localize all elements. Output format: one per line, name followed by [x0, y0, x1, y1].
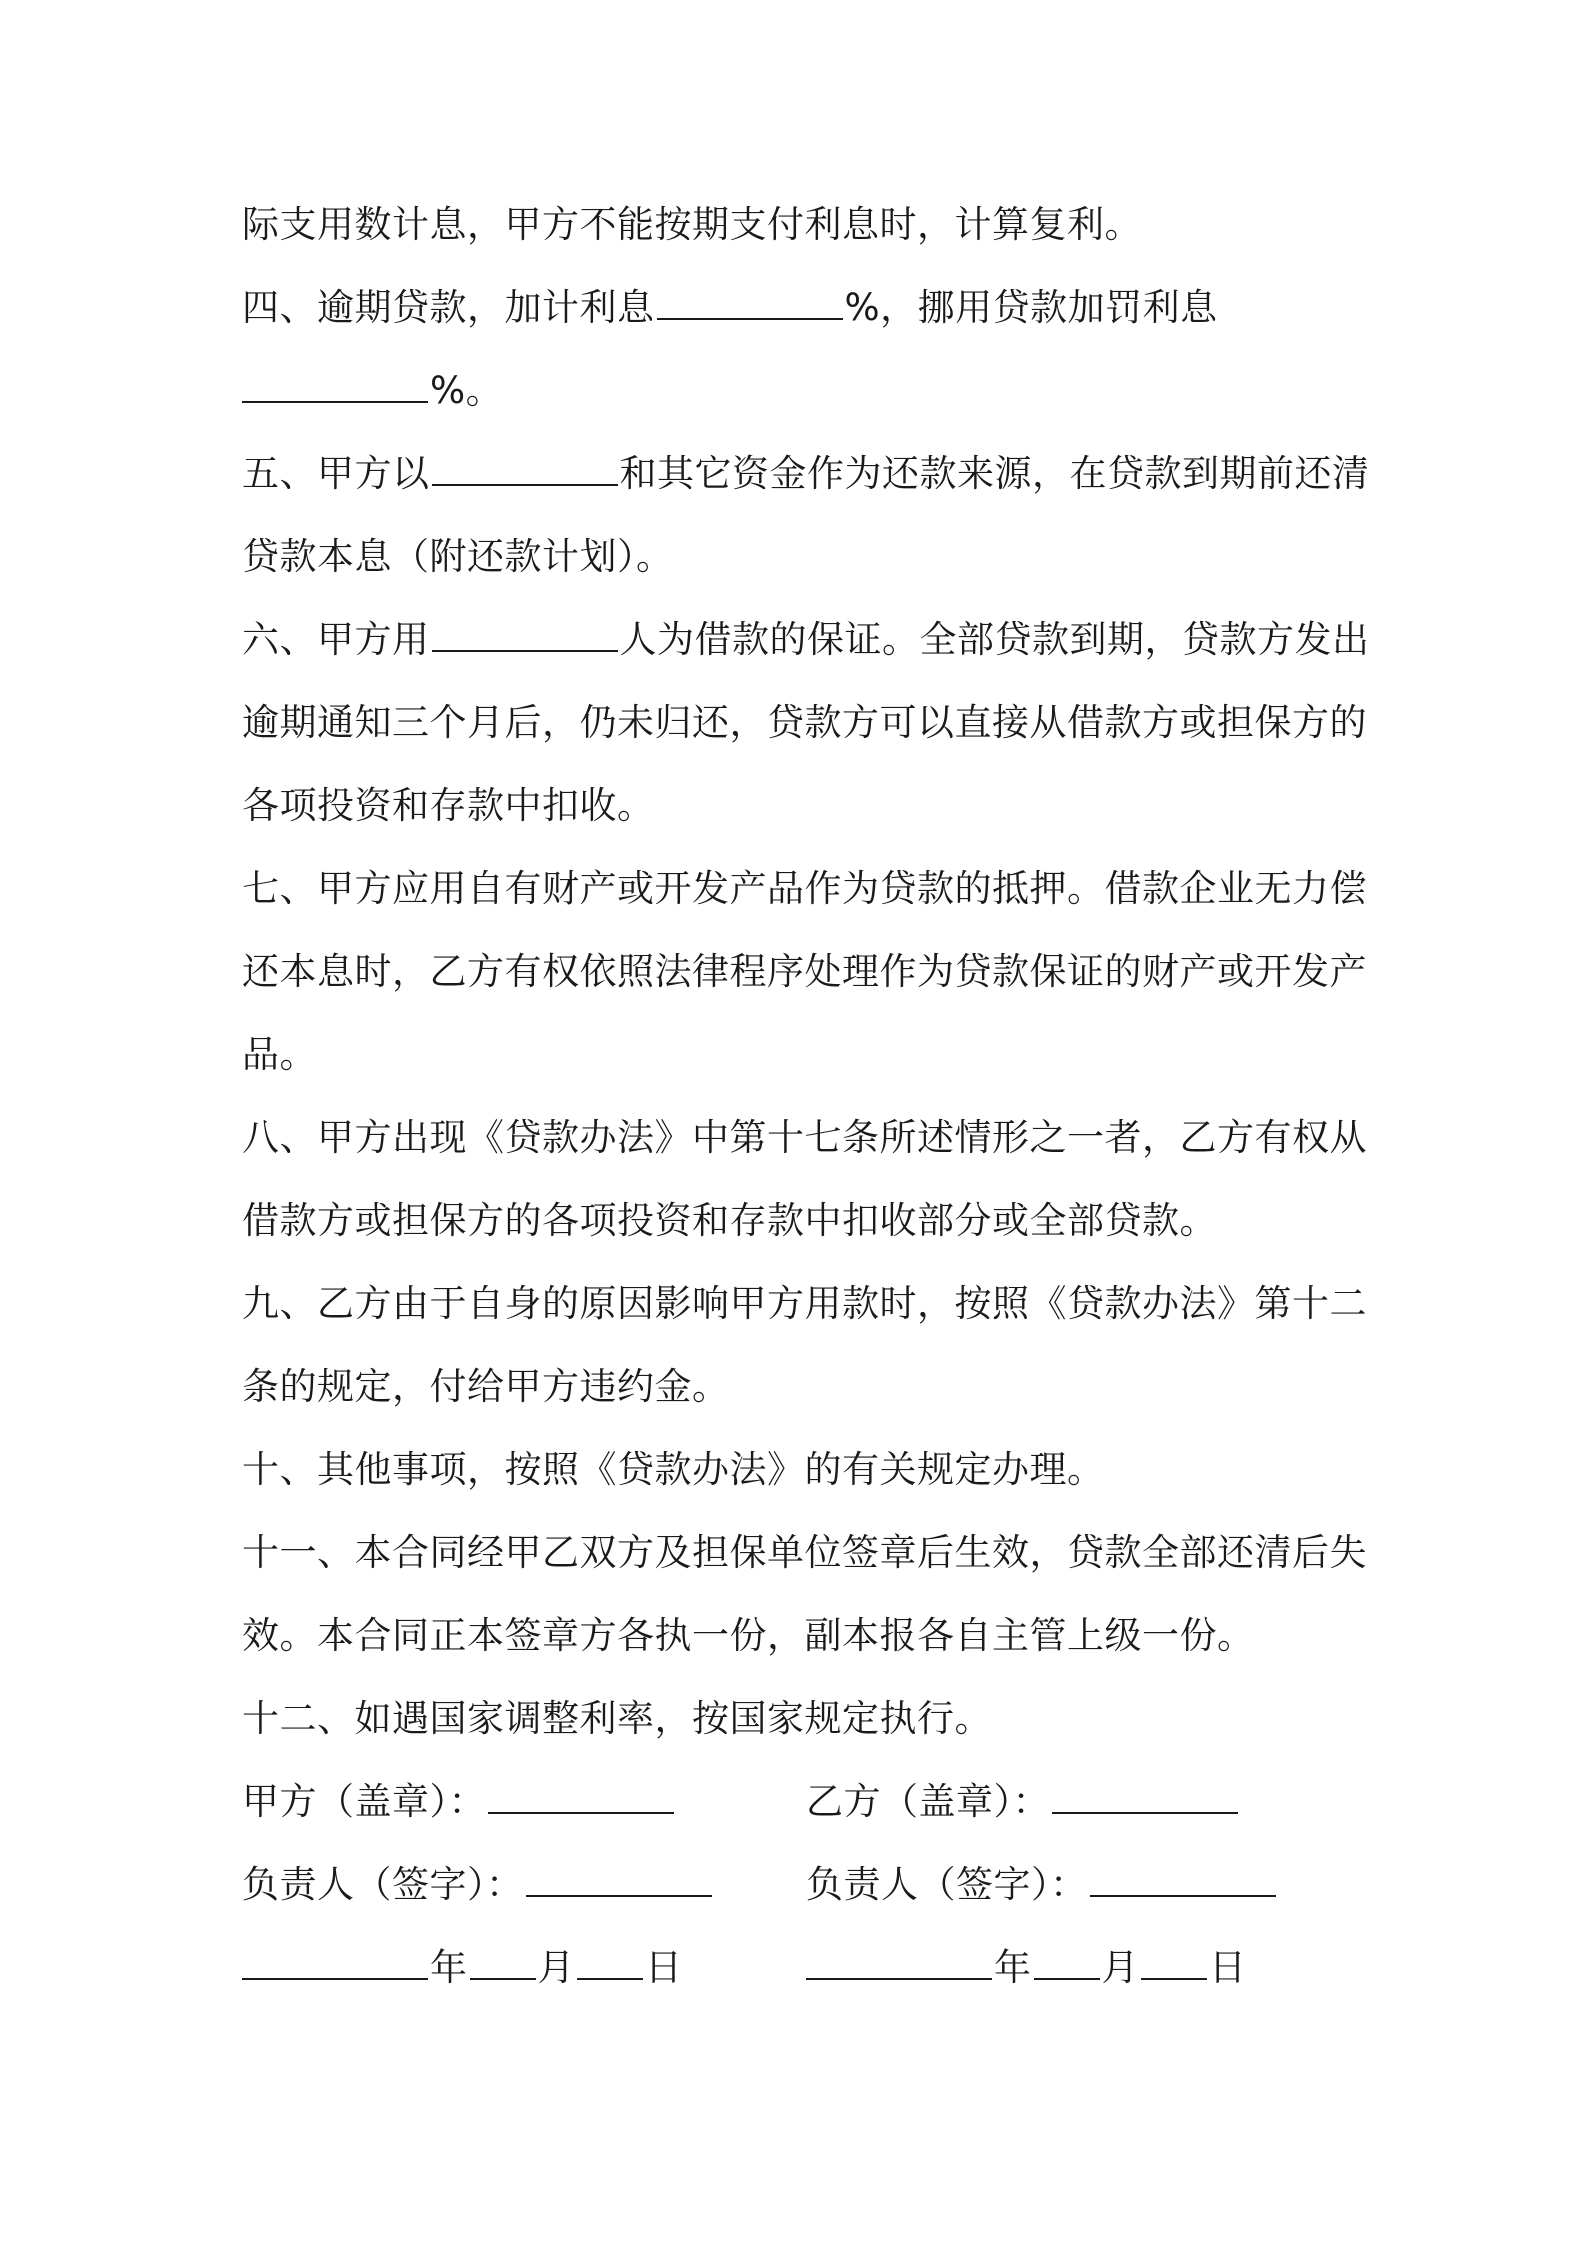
text-line: 际支用数计息，甲方不能按期支付利息时，计算复利。	[242, 203, 1142, 246]
text-line: 十二、如遇国家调整利率，按国家规定执行。	[242, 1697, 992, 1740]
month-label: 月	[537, 1946, 575, 1989]
person-b-sign-label: 负责人（签字）：	[806, 1863, 1088, 1906]
text-line: 九、乙方由于自身的原因影响甲方用款时，按照《贷款办法》第十二	[242, 1282, 1367, 1325]
text-line	[242, 366, 503, 416]
clause-text: 四、逾期贷款，加计利息	[242, 286, 655, 329]
person-b-sign-blank[interactable]	[1090, 1861, 1276, 1897]
text-line: 十、其他事项，按照《贷款办法》的有关规定办理。	[242, 1448, 1105, 1491]
date-b-year-blank[interactable]	[806, 1944, 992, 1980]
text-line: 逾期通知三个月后，仍未归还，贷款方可以直接从借款方或担保方的	[242, 701, 1367, 744]
clause-text: 和其它资金作为还款来源，在贷款到期前还清	[619, 452, 1370, 495]
text-line: 八、甲方出现《贷款办法》中第十七条所述情形之一者，乙方有权从	[242, 1116, 1367, 1159]
party-b-seal-blank[interactable]	[1052, 1778, 1238, 1814]
party-b-seal-label: 乙方（盖章）：	[806, 1780, 1050, 1823]
year-label: 年	[430, 1946, 468, 1989]
party-a-seal-blank[interactable]	[488, 1778, 674, 1814]
text-line: 七、甲方应用自有财产或开发产品作为贷款的抵押。借款企业无力偿	[242, 867, 1367, 910]
clause-text: 六、甲方用	[242, 618, 430, 661]
year-label: 年	[994, 1946, 1032, 1989]
fill-blank[interactable]	[432, 450, 618, 486]
day-label: 日	[1209, 1946, 1247, 1989]
text-line: 十一、本合同经甲乙双方及担保单位签章后生效，贷款全部还清后失	[242, 1531, 1367, 1574]
text-line	[242, 449, 1370, 499]
text-line: 借款方或担保方的各项投资和存款中扣收部分或全部贷款。	[242, 1199, 1217, 1242]
clause-text: %。	[430, 369, 504, 412]
date-b-line	[806, 1943, 1247, 1993]
date-a-year-blank[interactable]	[242, 1944, 428, 1980]
date-b-month-blank[interactable]	[1034, 1944, 1100, 1980]
text-line: 还本息时，乙方有权依照法律程序处理作为贷款保证的财产或开发产	[242, 950, 1367, 993]
fill-blank[interactable]	[432, 616, 618, 652]
clause-text: %，挪用贷款加罚利息	[844, 286, 1218, 329]
date-b-day-blank[interactable]	[1141, 1944, 1207, 1980]
clause-text: 五、甲方以	[242, 452, 430, 495]
date-a-day-blank[interactable]	[577, 1944, 643, 1980]
text-line	[242, 283, 1218, 333]
day-label: 日	[645, 1946, 683, 1989]
text-line: 各项投资和存款中扣收。	[242, 784, 655, 827]
person-a-sign-line	[242, 1860, 714, 1910]
fill-blank[interactable]	[242, 367, 428, 403]
text-line	[242, 615, 1370, 665]
party-a-seal-line	[242, 1777, 676, 1827]
date-a-month-blank[interactable]	[470, 1944, 536, 1980]
person-a-sign-blank[interactable]	[526, 1861, 712, 1897]
text-line: 效。本合同正本签章方各执一份，副本报各自主管上级一份。	[242, 1614, 1255, 1657]
text-line: 贷款本息（附还款计划）。	[242, 535, 674, 578]
clause-text: 人为借款的保证。全部贷款到期，贷款方发出	[619, 618, 1370, 661]
party-a-seal-label: 甲方（盖章）：	[242, 1780, 486, 1823]
text-line: 条的规定，付给甲方违约金。	[242, 1365, 730, 1408]
person-b-sign-line	[806, 1860, 1278, 1910]
person-a-sign-label: 负责人（签字）：	[242, 1863, 524, 1906]
date-a-line	[242, 1943, 683, 1993]
party-b-seal-line	[806, 1777, 1240, 1827]
month-label: 月	[1101, 1946, 1139, 1989]
text-line: 品。	[242, 1033, 317, 1076]
fill-blank[interactable]	[657, 284, 843, 320]
